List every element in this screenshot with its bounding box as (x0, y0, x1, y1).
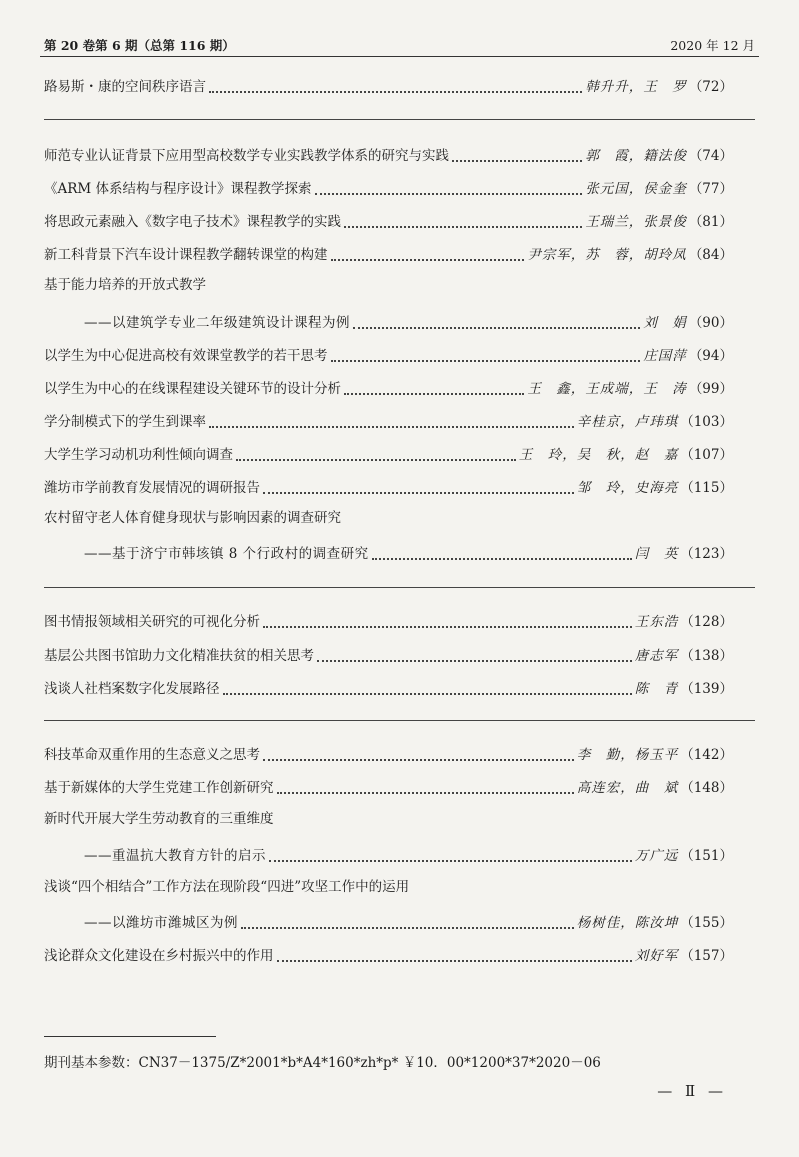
leader-dots (344, 392, 524, 395)
header-rule (40, 56, 759, 57)
journal-parameters: 期刊基本参数：CN37－1375/Z*2001*b*A4*160*zh*p* ￥10．00*1200*37*2020－06 (44, 1055, 601, 1071)
entry-authors: 刘好军 (634, 948, 679, 964)
entry-authors: 刘 娟 (643, 315, 687, 331)
entry-title: 《ARM 体系结构与程序设计》课程教学探索 (44, 181, 312, 197)
leader-dots (277, 959, 632, 962)
section-divider (44, 720, 755, 721)
entry-heading[interactable]: 新时代开展大学生劳动教育的三重维度 (44, 811, 274, 827)
leader-dots (372, 557, 632, 560)
section-divider (44, 119, 755, 120)
leader-dots (263, 625, 632, 628)
entry-authors: 陈 青 (634, 681, 679, 697)
entry-page: （81） (688, 214, 733, 230)
leader-dots (263, 758, 574, 761)
entry-page: （138） (680, 648, 733, 664)
entry-authors: 郭 霞，籍法俊 (585, 148, 687, 164)
toc-entry-subtitle[interactable] (84, 910, 733, 932)
entry-authors: 唐志军 (634, 648, 679, 664)
entry-authors: 张元国，侯金奎 (585, 181, 687, 197)
leader-dots (344, 225, 582, 228)
entry-page: （148） (680, 780, 733, 796)
entry-title: 图书情报领域相关研究的可视化分析 (44, 614, 260, 630)
toc-entry[interactable] (44, 143, 733, 165)
entry-subtitle: ——以潍坊市潍城区为例 (84, 915, 238, 931)
entry-subtitle: ——以建筑学专业二年级建筑设计课程为例 (84, 315, 350, 331)
toc-entry[interactable] (44, 209, 733, 231)
entry-authors: 闫 英 (634, 546, 679, 562)
toc-entry[interactable] (44, 475, 733, 497)
toc-entry[interactable] (44, 242, 733, 264)
leader-dots (452, 159, 582, 162)
entry-page: （151） (680, 848, 733, 864)
running-header (44, 36, 755, 54)
entry-authors: 李 勤，杨玉平 (576, 747, 679, 763)
leader-dots (315, 192, 583, 195)
issue-date: 2020 年 12 月 (670, 38, 755, 53)
entry-title: 浅论群众文化建设在乡村振兴中的作用 (44, 948, 274, 964)
entry-title: 新工科背景下汽车设计课程教学翻转课堂的构建 (44, 247, 328, 263)
entry-subtitle: ——重温抗大教育方针的启示 (84, 848, 266, 864)
entry-authors: 辛桂京，卢玮琪 (576, 414, 679, 430)
entry-title: 基于新媒体的大学生党建工作创新研究 (44, 780, 274, 796)
toc-entry[interactable] (44, 742, 733, 764)
leader-dots (317, 659, 632, 662)
entry-page: （142） (680, 747, 733, 763)
entry-page: （157） (680, 948, 733, 964)
footnote-rule (44, 1036, 216, 1037)
entry-authors: 万广远 (634, 848, 679, 864)
leader-dots (223, 692, 632, 695)
leader-dots (263, 491, 574, 494)
entry-page: （139） (680, 681, 733, 697)
entry-page: （103） (680, 414, 733, 430)
entry-authors: 韩升升，王 罗 (585, 79, 687, 95)
entry-page: （74） (688, 148, 733, 164)
toc-entry[interactable] (44, 775, 733, 797)
entry-page: （123） (680, 546, 733, 562)
toc-entry[interactable] (44, 442, 733, 464)
entry-page: （128） (680, 614, 733, 630)
entry-authors: 庄国萍 (643, 348, 687, 364)
entry-authors: 尹宗军，苏 蓉，胡玲凤 (527, 247, 687, 263)
entry-authors: 邹 玲，史海亮 (576, 480, 679, 496)
entry-page: （99） (688, 381, 733, 397)
toc-entry-subtitle[interactable] (84, 310, 733, 332)
toc-entry[interactable] (44, 176, 733, 198)
entry-page: （72） (688, 79, 733, 95)
entry-title: 科技革命双重作用的生态意义之思考 (44, 747, 260, 763)
leader-dots (331, 258, 525, 261)
entry-heading[interactable]: 农村留守老人体育健身现状与影响因素的调查研究 (44, 510, 341, 526)
entry-title: 潍坊市学前教育发展情况的调研报告 (44, 480, 260, 496)
toc-entry[interactable] (44, 343, 733, 365)
entry-heading[interactable]: 浅谈“四个相结合”工作方法在现阶段“四进”攻坚工作中的运用 (44, 879, 410, 895)
page-number: — Ⅱ — (657, 1082, 727, 1100)
leader-dots (277, 791, 574, 794)
toc-entry-subtitle[interactable] (84, 843, 733, 865)
entry-title: 学分制模式下的学生到课率 (44, 414, 206, 430)
entry-authors: 王东浩 (634, 614, 679, 630)
toc-entry[interactable] (44, 409, 733, 431)
leader-dots (331, 359, 641, 362)
entry-title: 大学生学习动机功利性倾向调查 (44, 447, 233, 463)
leader-dots (241, 926, 574, 929)
entry-authors: 高连宏，曲 斌 (576, 780, 679, 796)
entry-title: 以学生为中心促进高校有效课堂教学的若干思考 (44, 348, 328, 364)
leader-dots (269, 859, 632, 862)
section-divider (44, 587, 755, 588)
entry-page: （115） (680, 480, 733, 496)
entry-heading[interactable]: 基于能力培养的开放式教学 (44, 277, 206, 293)
entry-title: 将思政元素融入《数字电子技术》课程教学的实践 (44, 214, 341, 230)
leader-dots (353, 326, 640, 329)
issue-info: 第 20 卷第 6 期（总第 116 期） (44, 38, 235, 53)
entry-page: （94） (688, 348, 733, 364)
entry-authors: 杨树佳，陈汝坤 (576, 915, 679, 931)
leader-dots (209, 425, 574, 428)
entry-page: （77） (688, 181, 733, 197)
entry-page: （90） (688, 315, 733, 331)
leader-dots (209, 90, 582, 93)
entry-title: 路易斯・康的空间秩序语言 (44, 79, 206, 95)
entry-title: 师范专业认证背景下应用型高校数学专业实践教学体系的研究与实践 (44, 148, 449, 164)
entry-page: （84） (688, 247, 733, 263)
toc-entry[interactable] (44, 643, 733, 665)
entry-authors: 王瑞兰，张景俊 (585, 214, 687, 230)
toc-entry[interactable] (44, 376, 733, 398)
entry-page: （107） (680, 447, 733, 463)
entry-title: 浅谈人社档案数字化发展路径 (44, 681, 220, 697)
entry-authors: 王 玲，吴 秋，赵 嘉 (518, 447, 679, 463)
toc-entry[interactable] (44, 676, 733, 698)
entry-title: 以学生为中心的在线课程建设关键环节的设计分析 (44, 381, 341, 397)
leader-dots (236, 458, 516, 461)
toc-entry[interactable] (44, 943, 733, 965)
entry-page: （155） (680, 915, 733, 931)
entry-authors: 王 鑫，王成端，王 涛 (527, 381, 687, 397)
entry-subtitle: ——基于济宁市韩垓镇 8 个行政村的调查研究 (84, 546, 369, 562)
entry-title: 基层公共图书馆助力文化精准扶贫的相关思考 (44, 648, 314, 664)
toc-entry[interactable] (44, 74, 733, 96)
toc-entry[interactable] (44, 609, 733, 631)
toc-entry-subtitle[interactable] (84, 541, 733, 563)
